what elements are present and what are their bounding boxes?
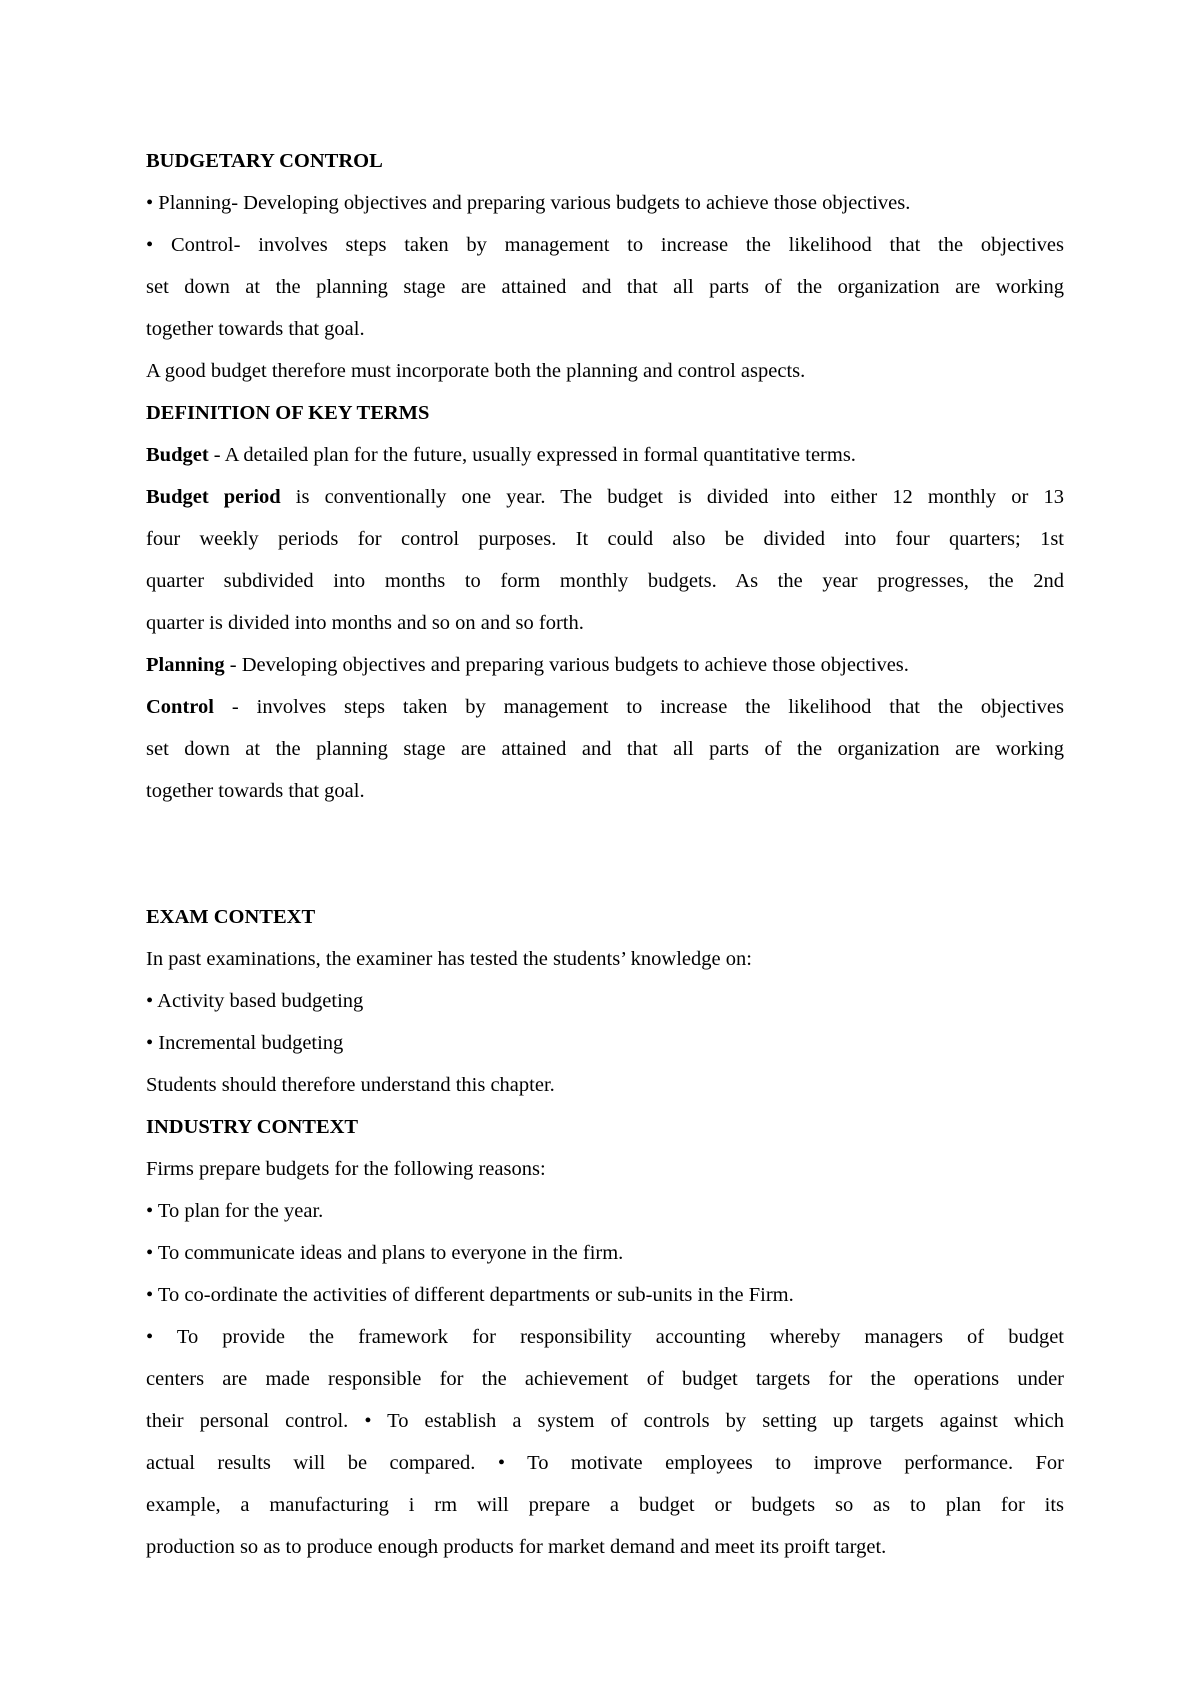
term-budget-period: Budget period	[146, 486, 281, 508]
definition-budget-period-text: is conventionally one year. The budget is divided into either 12 monthly or 13	[280, 486, 1064, 508]
industry-bullet-plan: • To plan for the year.	[146, 1200, 324, 1222]
industry-paragraph-line-5: example, a manufacturing i rm will prepare a budget or budgets so as to plan for its	[146, 1494, 1064, 1516]
definition-budget-period	[146, 476, 1064, 518]
document-page	[146, 140, 1064, 1568]
exam-bullet-incremental: • Incremental budgeting	[146, 1032, 344, 1054]
heading-budgetary-control: BUDGETARY CONTROL	[146, 150, 383, 172]
industry-paragraph-line-4: actual results will be compared. • To motivate employees to improve performance. For	[146, 1452, 1064, 1474]
control-bullet-line-1: • Control- involves steps taken by management to increase the likelihood that the objectives	[146, 234, 1064, 256]
term-control: Control	[146, 696, 214, 718]
industry-context-intro: Firms prepare budgets for the following reasons:	[146, 1158, 546, 1180]
control-bullet-line-2: set down at the planning stage are attained and that all parts of the organization are working	[146, 276, 1064, 298]
definition-control-line-2: set down at the planning stage are attained and that all parts of the organization are working	[146, 738, 1064, 760]
definition-control	[146, 686, 1064, 728]
definition-planning	[146, 644, 1064, 686]
control-bullet-line-3: together towards that goal.	[146, 318, 365, 340]
definition-planning-text: - Developing objectives and preparing various budgets to achieve those objectives.	[224, 654, 909, 676]
exam-bullet-activity-based: • Activity based budgeting	[146, 990, 364, 1012]
industry-paragraph-line-2: centers are made responsible for the achievement of budget targets for the operations under	[146, 1368, 1064, 1390]
budget-summary-text: A good budget therefore must incorporate both the planning and control aspects.	[146, 360, 806, 382]
heading-industry-context: INDUSTRY CONTEXT	[146, 1116, 359, 1138]
industry-paragraph-line-3: their personal control. • To establish a system of controls by setting up targets against which	[146, 1410, 1064, 1432]
term-budget: Budget	[146, 444, 209, 466]
definition-control-line-3: together towards that goal.	[146, 780, 365, 802]
term-planning: Planning	[146, 654, 225, 676]
definition-control-text: - involves steps taken by management to increase the likelihood that the objectives	[213, 696, 1064, 718]
definition-budget-period-line-2: four weekly periods for control purposes. It could also be divided into four quarters; 1st	[146, 528, 1064, 550]
industry-bullet-communicate: • To communicate ideas and plans to everyone in the firm.	[146, 1242, 624, 1264]
industry-bullet-coordinate: • To co-ordinate the activities of different departments or sub-units in the Firm.	[146, 1284, 794, 1306]
exam-context-closing: Students should therefore understand this chapter.	[146, 1074, 555, 1096]
definition-budget-text: - A detailed plan for the future, usually expressed in formal quantitative terms.	[208, 444, 856, 466]
definition-budget	[146, 434, 1064, 476]
section-spacer	[146, 812, 1064, 896]
industry-paragraph-line-1: • To provide the framework for responsibility accounting whereby managers of budget	[146, 1326, 1064, 1348]
definition-budget-period-line-3: quarter subdivided into months to form monthly budgets. As the year progresses, the 2nd	[146, 570, 1064, 592]
industry-paragraph-line-6: production so as to produce enough products for market demand and meet its proift target.	[146, 1536, 887, 1558]
exam-context-intro: In past examinations, the examiner has tested the students’ knowledge on:	[146, 948, 752, 970]
definition-budget-period-line-4: quarter is divided into months and so on and so forth.	[146, 612, 584, 634]
heading-exam-context: EXAM CONTEXT	[146, 906, 316, 928]
heading-definition-of-key-terms: DEFINITION OF KEY TERMS	[146, 402, 430, 424]
planning-bullet: • Planning- Developing objectives and preparing various budgets to achieve those objectives.	[146, 192, 911, 214]
